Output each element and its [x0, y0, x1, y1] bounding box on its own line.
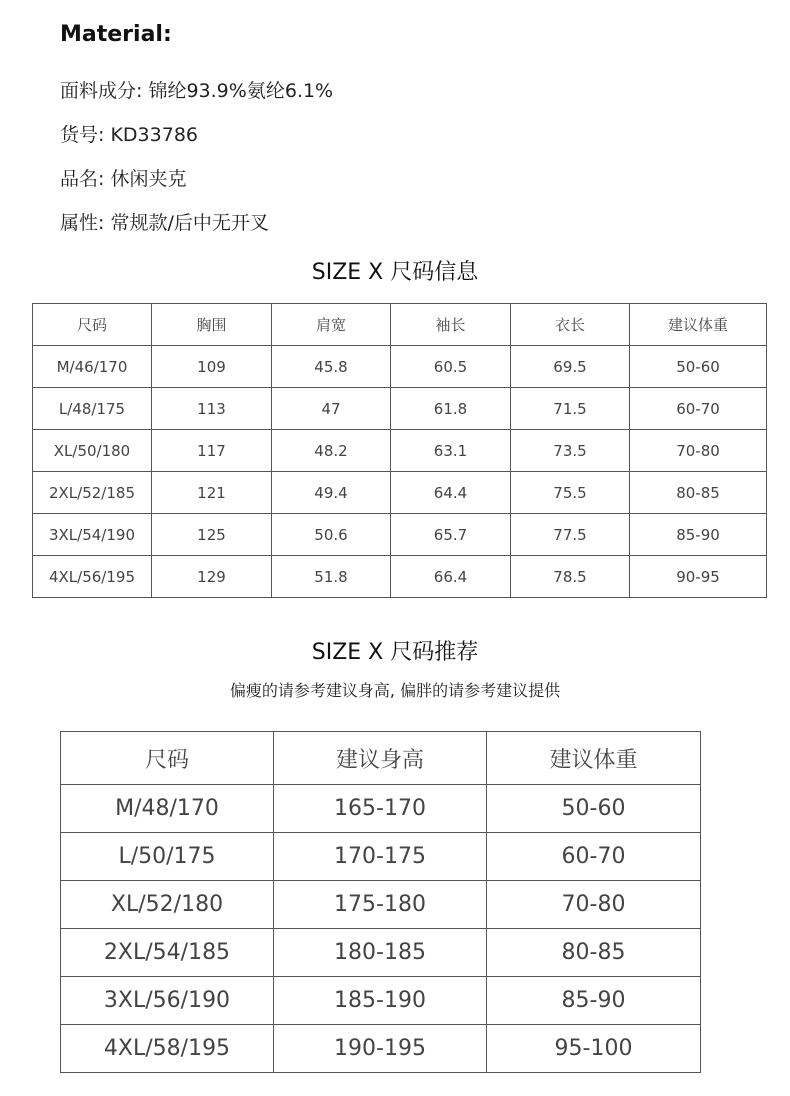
table-cell: 180-185 — [274, 929, 487, 977]
table-cell: M/46/170 — [33, 346, 152, 388]
header-chest: 胸围 — [152, 304, 272, 346]
table-cell: 60-70 — [630, 388, 767, 430]
table-cell: 170-175 — [274, 833, 487, 881]
table-cell: 70-80 — [487, 881, 701, 929]
table-cell: 129 — [152, 556, 272, 598]
table-cell: 65.7 — [391, 514, 511, 556]
material-title: Material: — [60, 22, 172, 47]
table-row — [33, 430, 767, 472]
size-recommend-subtitle: 偏瘦的请参考建议身高, 偏胖的请参考建议提供 — [229, 681, 561, 700]
table-cell: 185-190 — [274, 977, 487, 1025]
table-row — [61, 1025, 701, 1073]
attr-value: KD33786 — [110, 124, 199, 146]
attr-label: 面料成分 — [60, 80, 137, 102]
table-cell: 48.2 — [272, 430, 391, 472]
table-cell: 50-60 — [487, 785, 701, 833]
attr-separator: : — [98, 168, 111, 190]
table-cell: 50-60 — [630, 346, 767, 388]
attr-value: 常规款/后中无开叉 — [110, 212, 269, 234]
attr-label: 品名 — [60, 168, 99, 190]
table-cell: L/50/175 — [61, 833, 274, 881]
header-weight: 建议体重 — [487, 732, 701, 785]
size-info-title: SIZE X 尺码信息 — [311, 260, 479, 285]
table-cell: 78.5 — [511, 556, 630, 598]
table-cell: 61.8 — [391, 388, 511, 430]
header-size: 尺码 — [33, 304, 152, 346]
table-cell: 2XL/54/185 — [61, 929, 274, 977]
table-header-row — [33, 304, 767, 346]
table-row — [33, 556, 767, 598]
table-row — [61, 977, 701, 1025]
header-size: 尺码 — [61, 732, 274, 785]
attr-product-name — [60, 164, 186, 191]
table-cell: 64.4 — [391, 472, 511, 514]
table-cell: 85-90 — [487, 977, 701, 1025]
table-cell: 90-95 — [630, 556, 767, 598]
table-cell: 80-85 — [630, 472, 767, 514]
table-cell: 165-170 — [274, 785, 487, 833]
table-cell: 60.5 — [391, 346, 511, 388]
table-row — [33, 472, 767, 514]
table-cell: L/48/175 — [33, 388, 152, 430]
table-cell: 71.5 — [511, 388, 630, 430]
header-sleeve: 袖长 — [391, 304, 511, 346]
size-recommend-title: SIZE X 尺码推荐 — [311, 640, 479, 665]
table-cell: XL/52/180 — [61, 881, 274, 929]
table-cell: XL/50/180 — [33, 430, 152, 472]
table-cell: 47 — [272, 388, 391, 430]
table-cell: 3XL/54/190 — [33, 514, 152, 556]
table-row — [61, 929, 701, 977]
table-row — [61, 833, 701, 881]
attr-item-number — [60, 120, 198, 147]
attr-value: 锦纶93.9%氨纶6.1% — [148, 80, 334, 102]
table-cell: 63.1 — [391, 430, 511, 472]
table-cell: 49.4 — [272, 472, 391, 514]
table-cell: 51.8 — [272, 556, 391, 598]
size-info-table — [32, 303, 767, 598]
table-header-row — [61, 732, 701, 785]
table-cell: 73.5 — [511, 430, 630, 472]
table-row — [33, 514, 767, 556]
attr-property — [60, 208, 269, 235]
table-cell: 175-180 — [274, 881, 487, 929]
table-cell: 117 — [152, 430, 272, 472]
attr-separator: : — [136, 80, 149, 102]
table-cell: 69.5 — [511, 346, 630, 388]
table-row — [61, 785, 701, 833]
table-cell: 45.8 — [272, 346, 391, 388]
table-cell: 125 — [152, 514, 272, 556]
table-cell: 121 — [152, 472, 272, 514]
table-cell: 109 — [152, 346, 272, 388]
attr-value: 休闲夹克 — [110, 168, 187, 190]
table-row — [33, 346, 767, 388]
table-cell: 66.4 — [391, 556, 511, 598]
table-cell: 95-100 — [487, 1025, 701, 1073]
table-row — [33, 388, 767, 430]
header-shoulder: 肩宽 — [272, 304, 391, 346]
attr-separator: : — [98, 124, 111, 146]
table-cell: 77.5 — [511, 514, 630, 556]
table-cell: 80-85 — [487, 929, 701, 977]
table-cell: 4XL/56/195 — [33, 556, 152, 598]
attr-label: 属性 — [60, 212, 99, 234]
table-cell: 85-90 — [630, 514, 767, 556]
table-cell: 50.6 — [272, 514, 391, 556]
table-cell: 113 — [152, 388, 272, 430]
table-cell: M/48/170 — [61, 785, 274, 833]
table-cell: 60-70 — [487, 833, 701, 881]
size-recommend-table — [60, 731, 701, 1073]
header-weight: 建议体重 — [630, 304, 767, 346]
table-cell: 3XL/56/190 — [61, 977, 274, 1025]
table-cell: 2XL/52/185 — [33, 472, 152, 514]
header-length: 衣长 — [511, 304, 630, 346]
table-cell: 75.5 — [511, 472, 630, 514]
header-height: 建议身高 — [274, 732, 487, 785]
table-row — [61, 881, 701, 929]
attr-separator: : — [98, 212, 111, 234]
table-cell: 4XL/58/195 — [61, 1025, 274, 1073]
table-cell: 70-80 — [630, 430, 767, 472]
table-cell: 190-195 — [274, 1025, 487, 1073]
attr-label: 货号 — [60, 124, 99, 146]
attr-fabric-composition — [60, 76, 333, 103]
